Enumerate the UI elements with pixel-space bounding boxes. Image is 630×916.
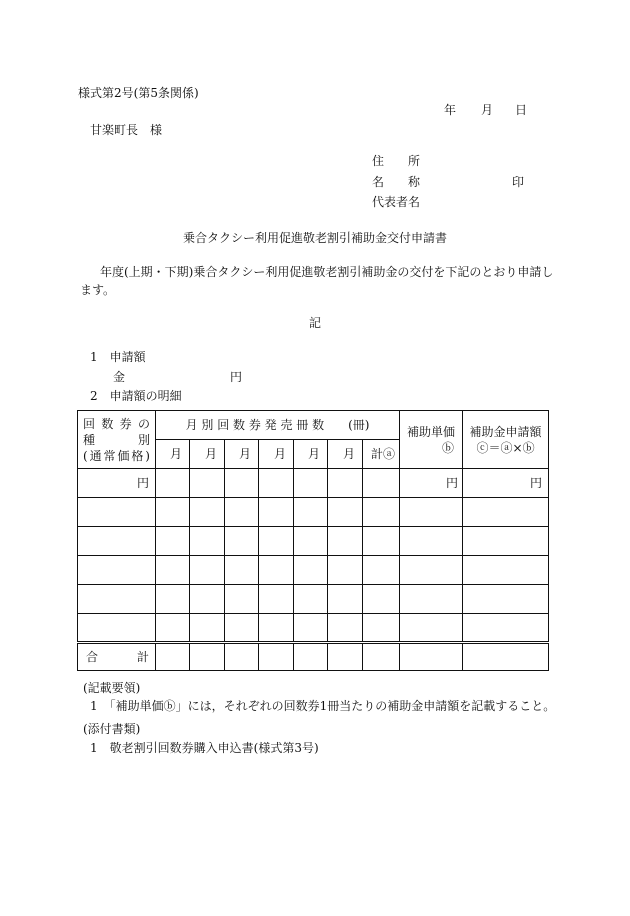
ticket-type-cell [78,614,156,643]
table-row [78,556,549,585]
attachments-heading: (添付書類) [83,722,141,736]
unit-price-cell [400,498,463,527]
month-count-cell [190,614,225,643]
table-row [78,585,549,614]
month-count-cell [259,469,294,498]
requested-amount-formula: ⓒ＝ⓐ×ⓑ [476,440,535,455]
month-count-cell [328,498,363,527]
month-count-cell [328,469,363,498]
month-count-cell [225,585,259,614]
month-count-cell [259,585,294,614]
month-count-cell [156,614,190,643]
month-total-cell [363,585,400,614]
unit-price-cell [400,556,463,585]
unit-price-header [400,411,463,469]
month-header: 月 [225,440,259,469]
table-row [78,614,549,643]
document-title: 乗合タクシー利用促進敬老割引補助金交付申請書 [182,231,447,245]
month-count-cell [225,498,259,527]
month-count-cell [294,556,328,585]
unit-price-cell: 円 [400,469,463,498]
table-row [78,498,549,527]
unit-price-cell [400,614,463,643]
month-total-cell [363,527,400,556]
table-row [78,527,549,556]
ticket-type-cell [78,556,156,585]
month-count-cell [190,527,225,556]
month-total-header: 計ⓐ [363,440,400,469]
month-count-cell [156,469,190,498]
total-sum-cell [363,643,400,671]
total-row-label: 合 計 [86,650,149,664]
month-count-cell [294,614,328,643]
month-header: 月 [156,440,190,469]
breakdown-table [77,410,549,671]
applicant-address-label: 住 所 [372,154,421,168]
month-total-cell [363,556,400,585]
month-count-cell [225,527,259,556]
month-count-cell [294,498,328,527]
month-count-cell [328,614,363,643]
total-month-cell [225,643,259,671]
requested-amount-header [463,411,549,469]
total-amount-cell [463,643,549,671]
requested-amount-cell: 円 [463,469,549,498]
monthly-sales-header: 月 別 回 数 券 発 売 冊 数 (冊) [156,411,400,440]
date-month-label: 月 [481,103,494,117]
ticket-type-header-line: 回 数 券 の [83,416,150,431]
section-2-heading: 2 申請額の明細 [90,389,182,403]
month-count-cell [259,614,294,643]
date-year-label: 年 [444,103,457,117]
month-count-cell [259,527,294,556]
representative-label: 代表者名 [372,195,421,209]
month-count-cell [259,498,294,527]
requested-amount-cell [463,527,549,556]
ticket-type-cell [78,498,156,527]
notes-heading: (記載要領) [83,681,141,695]
amount-unit: 円 [230,370,243,384]
month-header: 月 [328,440,363,469]
total-month-cell [156,643,190,671]
total-unit-price-cell [400,643,463,671]
date-day-label: 日 [515,103,528,117]
applicant-name-label: 名 称 [372,175,421,189]
month-count-cell [190,498,225,527]
month-count-cell [190,469,225,498]
month-header: 月 [294,440,328,469]
requested-amount-cell [463,498,549,527]
total-month-cell [294,643,328,671]
month-count-cell [156,585,190,614]
month-header: 月 [190,440,225,469]
ticket-type-cell [78,585,156,614]
total-month-cell [328,643,363,671]
month-count-cell [294,527,328,556]
month-count-cell [190,585,225,614]
unit-price-cell [400,585,463,614]
total-month-cell [259,643,294,671]
unit-price-header-symbol: ⓑ [442,440,455,455]
addressee: 甘楽町長 様 [90,123,163,137]
requested-amount-cell [463,614,549,643]
month-total-cell [363,498,400,527]
attachments-item: 1 敬老割引回数券購入申込書(様式第3号) [90,741,319,755]
month-count-cell [259,556,294,585]
month-count-cell [156,498,190,527]
table-row [78,469,549,498]
total-month-cell [190,643,225,671]
month-count-cell [225,556,259,585]
ticket-type-cell [78,527,156,556]
month-count-cell [328,527,363,556]
requested-amount-cell [463,585,549,614]
unit-price-header-label: 補助単価 [407,424,456,439]
month-count-cell [225,614,259,643]
table-header-row [78,411,549,440]
requested-amount-header-label: 補助金申請額 [469,424,542,439]
body-text-line-1: 年度(上期・下期)乗合タクシー利用促進敬老割引補助金の交付を下記のとおり申請し [100,265,554,279]
month-count-cell [294,585,328,614]
total-label-cell [78,643,156,671]
form-number: 様式第2号(第5条関係) [78,86,199,100]
unit-price-cell [400,527,463,556]
ticket-type-cell: 円 [78,469,156,498]
ticket-type-header-line: 種 別 [83,432,150,447]
ticket-type-header-line: (通常価格) [83,448,150,463]
ki-heading: 記 [308,316,321,330]
month-header: 月 [259,440,294,469]
section-1-heading: 1 申請額 [90,350,146,364]
ticket-type-header [78,411,156,469]
month-count-cell [328,585,363,614]
month-count-cell [328,556,363,585]
total-row [78,643,549,671]
amount-prefix: 金 [113,370,126,384]
seal-mark: 印 [512,175,525,189]
month-count-cell [190,556,225,585]
month-count-cell [156,527,190,556]
month-count-cell [294,469,328,498]
requested-amount-cell [463,556,549,585]
month-count-cell [156,556,190,585]
month-total-cell [363,469,400,498]
month-total-cell [363,614,400,643]
body-text-line-2: ます。 [80,283,116,297]
notes-item: 1 「補助単価ⓑ」には，それぞれの回数券1冊当たりの補助金申請額を記載すること。 [90,699,556,713]
month-count-cell [225,469,259,498]
